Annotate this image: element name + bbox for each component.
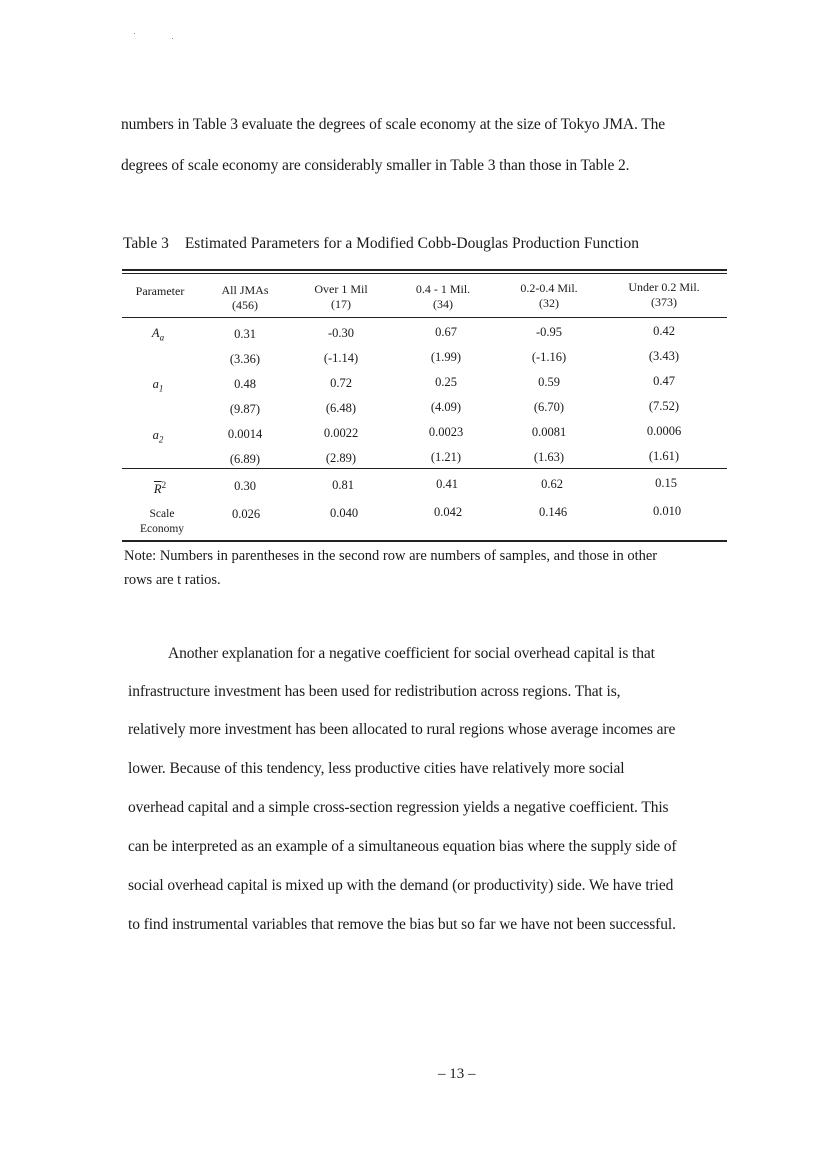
table-cell: 0.010 — [652, 504, 682, 518]
intro-line-2: degrees of scale economy are considerably smaller in Table 3 than those in Table 2. — [121, 157, 630, 174]
table-cell: 0.31 — [234, 327, 256, 341]
header-col-0-4-1-mil — [416, 282, 470, 312]
header-col-name: 0.2-0.4 Mil. — [520, 281, 578, 295]
table-cell: 0.62 — [541, 477, 563, 491]
table-cell: (7.52) — [648, 399, 680, 413]
param-symbol: $\overline{R}$ — [153, 482, 162, 497]
table-cell: 0.0022 — [323, 426, 359, 440]
param-scale-economy — [140, 507, 184, 537]
body-line-7: social overhead capital is mixed up with the demand (or productivity) side. We have tried — [128, 877, 674, 894]
param-symbol: a — [152, 428, 159, 442]
param-line: Scale — [149, 508, 175, 520]
table-cell: 0.0081 — [531, 425, 567, 439]
param-symbol: a — [152, 377, 159, 391]
param-a2 — [153, 428, 164, 447]
body-line-1: Another explanation for a negative coefficient for social overhead capital is that — [168, 645, 655, 662]
header-col-count: (32) — [539, 296, 559, 310]
table-cell: 0.67 — [435, 325, 457, 339]
table-cell: 0.72 — [330, 376, 352, 390]
scan-speck — [172, 38, 173, 39]
table-cell: 0.0006 — [646, 424, 682, 438]
header-col-name: All JMAs — [221, 283, 269, 297]
table-cell: (1.99) — [430, 350, 462, 364]
table-cell: 0.146 — [538, 505, 568, 519]
scan-speck — [134, 33, 135, 34]
body-line-2: infrastructure investment has been used for redistribution across regions. That is, — [128, 683, 621, 700]
table-cell: 0.30 — [234, 479, 256, 493]
header-col-count: (373) — [650, 295, 677, 309]
param-a1 — [153, 377, 164, 396]
table-cell: (-1.14) — [323, 351, 359, 365]
table-cell: (3.36) — [229, 352, 261, 366]
header-col-name: 0.4 - 1 Mil. — [415, 282, 471, 296]
table-note-line-2: rows are t ratios. — [124, 572, 221, 588]
table-cell: 0.040 — [329, 506, 359, 520]
intro-line-1: numbers in Table 3 evaluate the degrees of scale economy at the size of Tokyo JMA. The — [121, 116, 666, 133]
table-cell: (6.70) — [533, 400, 565, 414]
param-r-squared — [154, 478, 166, 496]
table-cell: 0.0023 — [428, 425, 464, 439]
table-cell: -0.30 — [327, 326, 355, 340]
param-line: Economy — [139, 523, 185, 535]
page-number: – 13 – — [438, 1066, 476, 1082]
table-cell: 0.15 — [655, 476, 677, 490]
table-cell: 0.47 — [653, 374, 675, 388]
body-line-3: relatively more investment has been allocated to rural regions whose average incomes are — [128, 721, 676, 738]
table-cell: (1.61) — [648, 449, 680, 463]
table-note-line-1: Note: Numbers in parentheses in the second row are numbers of samples, and those in other — [124, 548, 658, 564]
body-line-6: can be interpreted as an example of a simultaneous equation bias where the supply side of — [128, 838, 677, 855]
table-cell: 0.81 — [332, 478, 354, 492]
table-bottom-rule — [122, 540, 727, 542]
table-cell: (2.89) — [325, 451, 357, 465]
table-caption — [123, 235, 639, 253]
param-subscript: 2 — [158, 434, 164, 445]
header-col-name: Under 0.2 Mil. — [628, 280, 700, 294]
header-col-count: (34) — [433, 297, 453, 311]
table-cell: 0.42 — [653, 324, 675, 338]
table-caption-text: Estimated Parameters for a Modified Cobb-Douglas Production Function — [184, 235, 639, 252]
table-cell: (-1.16) — [531, 350, 567, 364]
header-col-name: Over 1 Mil — [314, 282, 368, 296]
table-cell: (9.87) — [229, 402, 261, 416]
table-cell: 0.59 — [538, 375, 560, 389]
table-cell: 0.026 — [231, 507, 261, 521]
param-subscript: a — [159, 332, 165, 343]
table-cell: -0.95 — [535, 325, 563, 339]
param-symbol: A — [151, 326, 160, 340]
table-top-rule-inner — [122, 273, 727, 274]
header-parameter: Parameter — [135, 284, 185, 298]
header-col-0-2-0-4-mil — [520, 281, 577, 311]
table-cell: (6.89) — [229, 452, 261, 466]
table-cell: (1.63) — [533, 450, 565, 464]
header-col-count: (456) — [231, 298, 258, 312]
table-cell: 0.25 — [435, 375, 457, 389]
param-a-a — [152, 326, 164, 345]
table-cell: (1.21) — [430, 450, 462, 464]
table-caption-label: Table 3 — [123, 235, 169, 252]
body-line-4: lower. Because of this tendency, less productive cities have relatively more social — [128, 760, 625, 777]
param-superscript: 2 — [161, 480, 167, 490]
table-cell: 0.0014 — [227, 427, 263, 441]
table-cell: (3.43) — [648, 349, 680, 363]
body-line-5: overhead capital and a simple cross-section regression yields a negative coefficient. This — [128, 799, 669, 816]
header-col-over-1-mil — [314, 282, 367, 312]
table-cell: 0.41 — [436, 477, 458, 491]
table-cell: 0.042 — [433, 505, 463, 519]
param-subscript: 1 — [158, 383, 164, 394]
header-col-under-0-2-mil — [628, 280, 699, 310]
header-col-count: (17) — [330, 297, 351, 311]
table-cell: (4.09) — [430, 400, 462, 414]
table-cell: 0.48 — [234, 377, 256, 391]
table-top-rule — [122, 269, 727, 271]
header-col-all-jmas — [221, 283, 268, 313]
table-header-rule — [122, 317, 727, 318]
table-r2-rule — [122, 468, 727, 469]
table-cell: (6.48) — [325, 401, 357, 415]
body-line-8: to find instrumental variables that remove the bias but so far we have not been successful. — [128, 916, 676, 933]
